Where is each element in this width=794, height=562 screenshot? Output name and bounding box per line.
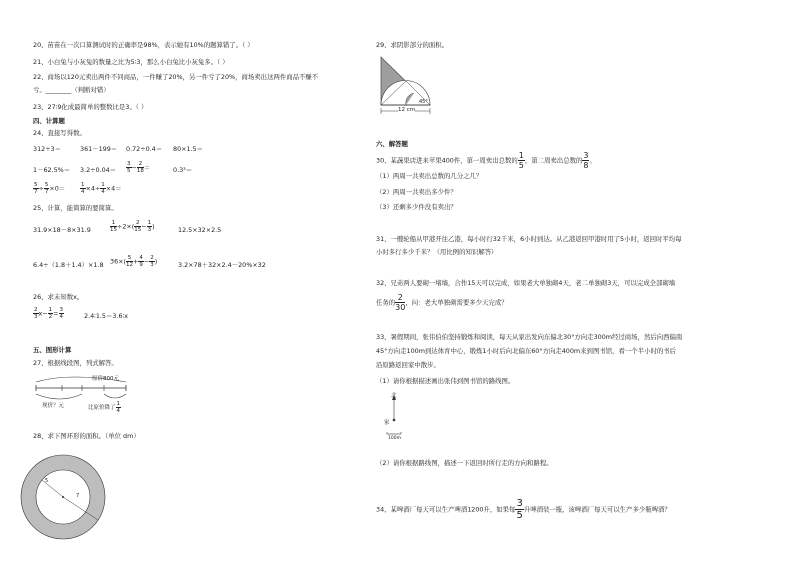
question-22-line2: 亏。________（判断对错）	[33, 86, 110, 94]
question-30-3: （3）还剩多少件没有卖出？	[376, 203, 457, 211]
outer-radius-label: 7	[76, 493, 80, 499]
question-33-line2: 45°方向走100m到达体育中心，锻炼1小时后向北偏东60°方向走400m来到图书馆，看一个半小时的书后	[376, 347, 677, 355]
calc-r1-d: 80×1.5＝	[173, 145, 204, 153]
question-20: 20、苗苗在一次口算测试时的正确率是98%，表示她有10%的题算错了。（ ）	[33, 41, 254, 49]
calc-c2-c: 3.2×78＋32×2.4－20%×32	[178, 261, 266, 269]
calc-r2-b: 3.2÷0.04＝	[80, 166, 117, 174]
segment-reduced-label: 比原价降了 $\frac{1}{4}$	[88, 401, 121, 414]
question-29: 29、求阴影部分的面积。	[376, 41, 449, 49]
calc-r2-c: $\frac{3}{5}$ − $\frac{2}{18}$ ＝	[127, 161, 151, 174]
segment-current-label: 现价？元	[42, 403, 65, 409]
calc-r3-a: $\frac{5}{7}$ ÷ $\frac{5}{7}$ ×0＝	[34, 182, 66, 195]
question-26: 26、求未知数x。	[33, 293, 84, 301]
inner-radius-label: 5	[45, 478, 49, 484]
question-32-line2: 任务的 $\frac{2}{30}$ ，问：老大单独砌需要多少天完成？	[376, 293, 508, 312]
question-34: 34、某啤酒厂每天可以生产啤酒1200升，如果每 $\frac{3}{5}$ 升啤酒装一瓶，该啤酒厂每天可以生产多少瓶啤酒？	[376, 498, 671, 521]
calc-c2-a: 6.4÷（1.8＋1.4）×1.8	[33, 261, 104, 269]
question-30: 30、某蔬果店进来苹果400件，第一周卖出总数的 $\frac{1}{5}$ ，第二周卖出总数的 $\frac{3}{8}$ 。	[376, 151, 596, 170]
question-33-line1: 33、暑假期间，张伟伯伯坚持锻炼和阅读，每天从家出发向东偏北30°方向走300m经过商场，然后向西偏南	[376, 333, 683, 341]
question-27: 27、根据线段图，列式解答。	[33, 359, 118, 367]
section-6-title: 六、解答题	[376, 140, 408, 148]
figure-angle-label: 45°	[419, 99, 428, 105]
question-33-line3: 沿原路返回家中散步。	[376, 361, 440, 369]
figure-width-label: 12 cm	[398, 107, 416, 113]
question-32-line1: 32、兄弟两人要砌一堵墙，合作15天可以完成，如果老大单独砌4天，老二单独砌3天，可以完成全部砌墙	[376, 279, 676, 287]
section-4-title: 四、计算题	[33, 117, 65, 125]
north-label: 北	[391, 393, 397, 399]
question-28: 28、求下图环形的面积。（单位 dm）	[33, 432, 140, 440]
annulus-figure	[12, 446, 114, 548]
map-compass	[384, 392, 414, 440]
calc-c1-b: $\frac{1}{15}$ ÷2×( $\frac{2}{15}$ − $\frac{1}{3}$ )	[110, 220, 155, 233]
question-33-1: （1）请你根据描述画出张伟到图书馆的路线图。	[376, 377, 515, 385]
question-30-1: （1）两周一共卖出总数的几分之几？	[376, 172, 483, 180]
calc-r2-d: 0.3³＝	[173, 166, 193, 174]
calc-c1-a: 31.9×18－8×31.9	[33, 226, 91, 234]
question-30-2: （2）两周一共卖出多少件？	[376, 188, 457, 196]
question-25: 25、计算，能简算的要简算。	[33, 204, 118, 212]
question-21: 21、小白兔与小灰兔的数量之比为5∶3，那么小白兔比小灰兔多。（ ）	[33, 58, 229, 66]
question-24: 24、直接写得数。	[33, 129, 86, 137]
question-33-2: （2）请你根据路线图，描述一下返回时所行走的方向和路程。	[376, 459, 553, 467]
calc-r2-a: 1－62.5%＝	[33, 166, 71, 174]
question-31-line1: 31、一艘轮船从甲港开往乙港，每小时行32千米，6小时到达。从乙港返回甲港时用了5小时，返回时平均每	[376, 235, 682, 243]
calc-c1-c: 12.5×32×2.5	[178, 226, 222, 234]
calc-r1-b: 361－199＝	[80, 145, 118, 153]
equation-2: 2.4∶1.5＝3.6∶x	[84, 312, 128, 320]
scale-label: 100m	[388, 436, 401, 441]
calc-c2-b: 36×( $\frac{5}{12}$ + $\frac{4}{9}$ − $\frac{2}{3}$ )	[110, 255, 158, 268]
home-label: 家	[384, 420, 390, 426]
calc-r1-a: 312÷3＝	[33, 145, 62, 153]
question-31-line2: 小时多行多少千米？（用比例的知识解答）	[376, 248, 498, 256]
segment-total-label: 原价800元	[92, 376, 119, 382]
section-5-title: 五、图形计算	[33, 346, 72, 354]
calc-r3-b: $\frac{1}{4}$ ×4÷ $\frac{1}{4}$ ×4＝	[81, 182, 122, 195]
question-22-line1: 22、商场以120元卖出两件不同商品，一件赚了20%，另一件亏了20%，商场卖出这两件商品不赚不	[33, 73, 319, 81]
question-23: 23、27∶9化成最简单的整数比是3。（ ）	[33, 103, 148, 111]
equation-1: $\frac{2}{3}$ x− $\frac{1}{2}$ = $\frac{3}{4}$	[34, 307, 63, 320]
calc-r1-c: 0.72÷0.4＝	[126, 145, 163, 153]
